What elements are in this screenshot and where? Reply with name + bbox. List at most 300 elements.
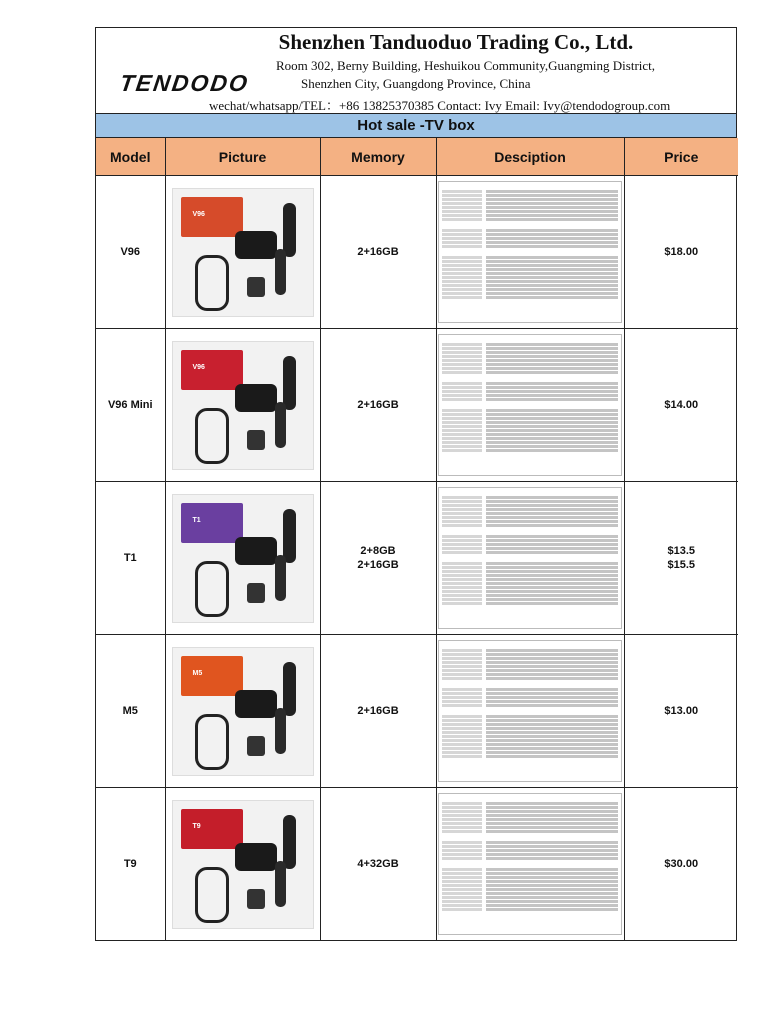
spec-row bbox=[442, 876, 618, 879]
spec-key bbox=[442, 649, 482, 652]
spec-key bbox=[442, 590, 482, 593]
spec-value bbox=[486, 806, 618, 809]
header-description: Desciption bbox=[436, 138, 624, 176]
spec-value bbox=[486, 818, 618, 821]
spec-key bbox=[442, 566, 482, 569]
spec-value bbox=[486, 367, 618, 370]
spec-value bbox=[486, 590, 618, 593]
spec-key bbox=[442, 814, 482, 817]
tv-box-product-photo bbox=[172, 188, 314, 317]
spec-row bbox=[442, 367, 618, 370]
spec-value bbox=[486, 504, 618, 507]
spec-key bbox=[442, 229, 482, 232]
spec-key bbox=[442, 398, 482, 401]
spec-key bbox=[442, 496, 482, 499]
spec-row bbox=[442, 590, 618, 593]
spec-value bbox=[486, 288, 618, 291]
spec-row bbox=[442, 398, 618, 401]
spec-row bbox=[442, 425, 618, 428]
memory-value: 4+32GB bbox=[357, 858, 399, 870]
spec-value bbox=[486, 826, 618, 829]
spec-value bbox=[486, 657, 618, 660]
spec-row bbox=[442, 822, 618, 825]
spec-value bbox=[486, 441, 618, 444]
spec-row bbox=[442, 256, 618, 259]
description-cell bbox=[436, 788, 624, 941]
product-rows bbox=[96, 176, 738, 941]
table-header-row bbox=[96, 138, 738, 176]
spec-key bbox=[442, 421, 482, 424]
spec-row bbox=[442, 704, 618, 707]
spec-key bbox=[442, 677, 482, 680]
company-logo: TENDODO bbox=[118, 70, 251, 96]
model-cell: M5 bbox=[96, 635, 165, 788]
specification-sheet-image bbox=[438, 334, 622, 476]
spec-value bbox=[486, 735, 618, 738]
spec-key bbox=[442, 892, 482, 895]
spec-row bbox=[442, 237, 618, 240]
spec-value bbox=[486, 355, 618, 358]
spec-row bbox=[442, 547, 618, 550]
spec-row bbox=[442, 665, 618, 668]
spec-key bbox=[442, 445, 482, 448]
spec-value bbox=[486, 688, 618, 691]
spec-value bbox=[486, 841, 618, 844]
spec-row bbox=[442, 649, 618, 652]
spec-row bbox=[442, 570, 618, 573]
memory-value: 2+16GB bbox=[357, 705, 399, 717]
spec-value bbox=[486, 677, 618, 680]
spec-row bbox=[442, 853, 618, 856]
spec-row bbox=[442, 449, 618, 452]
price-value: $13.5 bbox=[667, 545, 696, 557]
spec-row bbox=[442, 868, 618, 871]
table-row bbox=[96, 176, 738, 329]
spec-key bbox=[442, 880, 482, 883]
spec-key bbox=[442, 425, 482, 428]
spec-row bbox=[442, 688, 618, 691]
spec-value bbox=[486, 500, 618, 503]
spec-row bbox=[442, 382, 618, 385]
spec-key bbox=[442, 194, 482, 197]
spec-section-heading bbox=[442, 709, 618, 714]
spec-key bbox=[442, 849, 482, 852]
retail-box bbox=[181, 197, 243, 237]
spec-row bbox=[442, 429, 618, 432]
spec-value bbox=[486, 264, 618, 267]
spec-row bbox=[442, 288, 618, 291]
section-banner: Hot sale -TV box bbox=[96, 113, 736, 138]
spec-value bbox=[486, 598, 618, 601]
spec-value bbox=[486, 857, 618, 860]
tv-box-device bbox=[235, 843, 277, 871]
spec-row bbox=[442, 723, 618, 726]
spec-key bbox=[442, 900, 482, 903]
spec-row bbox=[442, 562, 618, 565]
spec-value bbox=[486, 508, 618, 511]
price-cell bbox=[624, 788, 738, 941]
company-header bbox=[96, 28, 736, 113]
retail-box-label: T9 bbox=[192, 822, 201, 830]
spec-row bbox=[442, 496, 618, 499]
spec-section-heading bbox=[442, 862, 618, 867]
spec-key bbox=[442, 896, 482, 899]
spec-key bbox=[442, 516, 482, 519]
spec-value bbox=[486, 347, 618, 350]
specification-sheet-image bbox=[438, 640, 622, 782]
spec-row bbox=[442, 896, 618, 899]
spec-row bbox=[442, 524, 618, 527]
spec-value bbox=[486, 570, 618, 573]
tv-box-product-photo bbox=[172, 800, 314, 929]
spec-section-heading bbox=[442, 643, 618, 648]
spec-key bbox=[442, 700, 482, 703]
spec-value bbox=[486, 272, 618, 275]
spec-value bbox=[486, 382, 618, 385]
spec-key bbox=[442, 539, 482, 542]
spec-value bbox=[486, 241, 618, 244]
spec-row bbox=[442, 347, 618, 350]
specification-sheet-image bbox=[438, 181, 622, 323]
spec-value bbox=[486, 755, 618, 758]
spec-value bbox=[486, 562, 618, 565]
remote-control-2 bbox=[275, 402, 286, 448]
spec-value bbox=[486, 723, 618, 726]
spec-value bbox=[486, 574, 618, 577]
spec-row bbox=[442, 551, 618, 554]
spec-section-heading bbox=[442, 490, 618, 495]
spec-row bbox=[442, 417, 618, 420]
spec-key bbox=[442, 810, 482, 813]
spec-row bbox=[442, 810, 618, 813]
spec-value bbox=[486, 547, 618, 550]
spec-row bbox=[442, 276, 618, 279]
table-row bbox=[96, 788, 738, 941]
spec-row bbox=[442, 578, 618, 581]
spec-key bbox=[442, 394, 482, 397]
contact-line: wechat/whatsapp/TEL：+86 13825370385 Contact: Ivy Email: Ivy@tendodogroup.com bbox=[209, 98, 671, 113]
memory-value: 2+16GB bbox=[357, 399, 399, 411]
spec-key bbox=[442, 696, 482, 699]
picture-cell bbox=[165, 635, 320, 788]
spec-value bbox=[486, 830, 618, 833]
spec-value bbox=[486, 586, 618, 589]
spec-row bbox=[442, 433, 618, 436]
spec-key bbox=[442, 359, 482, 362]
spec-row bbox=[442, 673, 618, 676]
spec-section-heading bbox=[442, 682, 618, 687]
hdmi-cable bbox=[195, 867, 229, 923]
retail-box bbox=[181, 350, 243, 390]
spec-value bbox=[486, 218, 618, 221]
remote-control-2 bbox=[275, 861, 286, 907]
spec-value bbox=[486, 449, 618, 452]
spec-key bbox=[442, 441, 482, 444]
tv-box-product-photo bbox=[172, 647, 314, 776]
spec-key bbox=[442, 280, 482, 283]
spec-value bbox=[486, 198, 618, 201]
spec-section-heading bbox=[442, 184, 618, 189]
company-name: Shenzhen Tanduoduo Trading Co., Ltd. bbox=[278, 30, 634, 54]
spec-key bbox=[442, 260, 482, 263]
header-memory: Memory bbox=[320, 138, 436, 176]
spec-key bbox=[442, 367, 482, 370]
spec-section-heading bbox=[442, 403, 618, 408]
spec-value bbox=[486, 256, 618, 259]
spec-value bbox=[486, 594, 618, 597]
memory-cell bbox=[320, 788, 436, 941]
spec-key bbox=[442, 841, 482, 844]
memory-value: 2+16GB bbox=[357, 559, 399, 571]
spec-value bbox=[486, 602, 618, 605]
spec-section-heading bbox=[442, 529, 618, 534]
model-cell: T1 bbox=[96, 482, 165, 635]
spec-row bbox=[442, 343, 618, 346]
spec-key bbox=[442, 688, 482, 691]
retail-box-label: V96 bbox=[192, 210, 205, 218]
spec-value bbox=[486, 229, 618, 232]
address-line-2: Shenzhen City, Guangdong Province, China bbox=[301, 76, 531, 91]
spec-row bbox=[442, 743, 618, 746]
spec-key bbox=[442, 206, 482, 209]
spec-value bbox=[486, 876, 618, 879]
spec-row bbox=[442, 731, 618, 734]
spec-key bbox=[442, 382, 482, 385]
tv-box-device bbox=[235, 231, 277, 259]
spec-row bbox=[442, 727, 618, 730]
spec-row bbox=[442, 280, 618, 283]
power-adapter bbox=[247, 889, 265, 909]
remote-control bbox=[283, 815, 296, 869]
spec-key bbox=[442, 214, 482, 217]
spec-value bbox=[486, 363, 618, 366]
remote-control-2 bbox=[275, 555, 286, 601]
spec-value bbox=[486, 398, 618, 401]
remote-control bbox=[283, 509, 296, 563]
spec-value bbox=[486, 417, 618, 420]
spec-key bbox=[442, 669, 482, 672]
spec-value bbox=[486, 520, 618, 523]
memory-value: 2+8GB bbox=[360, 545, 396, 557]
spec-row bbox=[442, 806, 618, 809]
spec-row bbox=[442, 586, 618, 589]
spec-section-heading bbox=[442, 835, 618, 840]
retail-box-label: T1 bbox=[192, 516, 201, 524]
spec-row bbox=[442, 653, 618, 656]
spec-row bbox=[442, 284, 618, 287]
spec-key bbox=[442, 657, 482, 660]
spec-value bbox=[486, 649, 618, 652]
spec-key bbox=[442, 719, 482, 722]
spec-row bbox=[442, 264, 618, 267]
spec-row bbox=[442, 751, 618, 754]
spec-key bbox=[442, 520, 482, 523]
spec-key bbox=[442, 551, 482, 554]
spec-value bbox=[486, 673, 618, 676]
description-cell bbox=[436, 482, 624, 635]
spec-key bbox=[442, 845, 482, 848]
spec-key bbox=[442, 692, 482, 695]
spec-row bbox=[442, 830, 618, 833]
spec-row bbox=[442, 594, 618, 597]
picture-cell bbox=[165, 176, 320, 329]
spec-value bbox=[486, 739, 618, 742]
spec-value bbox=[486, 884, 618, 887]
spec-section-heading bbox=[442, 250, 618, 255]
spec-row bbox=[442, 872, 618, 875]
spec-key bbox=[442, 739, 482, 742]
spec-row bbox=[442, 857, 618, 860]
spec-section-heading bbox=[442, 376, 618, 381]
spec-row bbox=[442, 677, 618, 680]
spec-value bbox=[486, 892, 618, 895]
spec-key bbox=[442, 288, 482, 291]
spec-key bbox=[442, 570, 482, 573]
spec-row bbox=[442, 700, 618, 703]
spec-value bbox=[486, 747, 618, 750]
hdmi-cable bbox=[195, 714, 229, 770]
spec-row bbox=[442, 245, 618, 248]
power-adapter bbox=[247, 430, 265, 450]
spec-value bbox=[486, 669, 618, 672]
spec-row bbox=[442, 849, 618, 852]
spec-value bbox=[486, 409, 618, 412]
spec-key bbox=[442, 347, 482, 350]
spec-row bbox=[442, 696, 618, 699]
spec-key bbox=[442, 743, 482, 746]
spec-value bbox=[486, 743, 618, 746]
spec-value bbox=[486, 445, 618, 448]
spec-row bbox=[442, 535, 618, 538]
spec-row bbox=[442, 371, 618, 374]
price-cell bbox=[624, 635, 738, 788]
price-value: $14.00 bbox=[664, 399, 699, 411]
spec-key bbox=[442, 731, 482, 734]
spec-value bbox=[486, 245, 618, 248]
price-sheet bbox=[95, 27, 737, 941]
spec-value bbox=[486, 719, 618, 722]
remote-control-2 bbox=[275, 708, 286, 754]
hdmi-cable bbox=[195, 408, 229, 464]
spec-value bbox=[486, 437, 618, 440]
spec-row bbox=[442, 539, 618, 542]
price-value: $30.00 bbox=[664, 858, 699, 870]
spec-row bbox=[442, 574, 618, 577]
spec-row bbox=[442, 210, 618, 213]
tv-box-product-photo bbox=[172, 494, 314, 623]
spec-value bbox=[486, 386, 618, 389]
spec-key bbox=[442, 512, 482, 515]
spec-value bbox=[486, 512, 618, 515]
spec-key bbox=[442, 818, 482, 821]
spec-row bbox=[442, 512, 618, 515]
retail-box bbox=[181, 656, 243, 696]
spec-key bbox=[442, 673, 482, 676]
spec-key bbox=[442, 751, 482, 754]
spec-value bbox=[486, 359, 618, 362]
spec-row bbox=[442, 657, 618, 660]
spec-value bbox=[486, 696, 618, 699]
spec-key bbox=[442, 826, 482, 829]
spec-value bbox=[486, 280, 618, 283]
spec-key bbox=[442, 429, 482, 432]
spec-value bbox=[486, 268, 618, 271]
remote-control bbox=[283, 356, 296, 410]
description-cell bbox=[436, 329, 624, 482]
spec-key bbox=[442, 857, 482, 860]
remote-control-2 bbox=[275, 249, 286, 295]
spec-value bbox=[486, 284, 618, 287]
spec-value bbox=[486, 578, 618, 581]
spec-row bbox=[442, 908, 618, 911]
spec-key bbox=[442, 390, 482, 393]
spec-row bbox=[442, 880, 618, 883]
spec-row bbox=[442, 755, 618, 758]
spec-row bbox=[442, 359, 618, 362]
spec-row bbox=[442, 260, 618, 263]
spec-value bbox=[486, 727, 618, 730]
tv-box-device bbox=[235, 384, 277, 412]
spec-value bbox=[486, 539, 618, 542]
spec-value bbox=[486, 814, 618, 817]
spec-key bbox=[442, 264, 482, 267]
spec-row bbox=[442, 445, 618, 448]
spec-value bbox=[486, 390, 618, 393]
tv-box-device bbox=[235, 690, 277, 718]
spec-key bbox=[442, 233, 482, 236]
spec-value bbox=[486, 371, 618, 374]
spec-row bbox=[442, 845, 618, 848]
spec-key bbox=[442, 245, 482, 248]
price-value: $18.00 bbox=[664, 246, 699, 258]
spec-key bbox=[442, 449, 482, 452]
power-adapter bbox=[247, 736, 265, 756]
spec-key bbox=[442, 409, 482, 412]
spec-row bbox=[442, 241, 618, 244]
spec-value bbox=[486, 868, 618, 871]
spec-value bbox=[486, 582, 618, 585]
spec-key bbox=[442, 433, 482, 436]
spec-value bbox=[486, 661, 618, 664]
spec-key bbox=[442, 868, 482, 871]
retail-box-label: V96 bbox=[192, 363, 205, 371]
header-model: Model bbox=[96, 138, 165, 176]
spec-key bbox=[442, 747, 482, 750]
spec-key bbox=[442, 586, 482, 589]
memory-cell bbox=[320, 176, 436, 329]
spec-row bbox=[442, 735, 618, 738]
spec-row bbox=[442, 190, 618, 193]
model-cell: T9 bbox=[96, 788, 165, 941]
spec-key bbox=[442, 802, 482, 805]
spec-key bbox=[442, 665, 482, 668]
spec-key bbox=[442, 292, 482, 295]
spec-key bbox=[442, 888, 482, 891]
specification-sheet-image bbox=[438, 793, 622, 935]
picture-cell bbox=[165, 788, 320, 941]
spec-row bbox=[442, 355, 618, 358]
spec-key bbox=[442, 723, 482, 726]
spec-value bbox=[486, 692, 618, 695]
spec-value bbox=[486, 896, 618, 899]
spec-value bbox=[486, 853, 618, 856]
spec-key bbox=[442, 908, 482, 911]
spec-key bbox=[442, 268, 482, 271]
spec-row bbox=[442, 892, 618, 895]
spec-row bbox=[442, 421, 618, 424]
spec-key bbox=[442, 237, 482, 240]
model-cell: V96 Mini bbox=[96, 329, 165, 482]
